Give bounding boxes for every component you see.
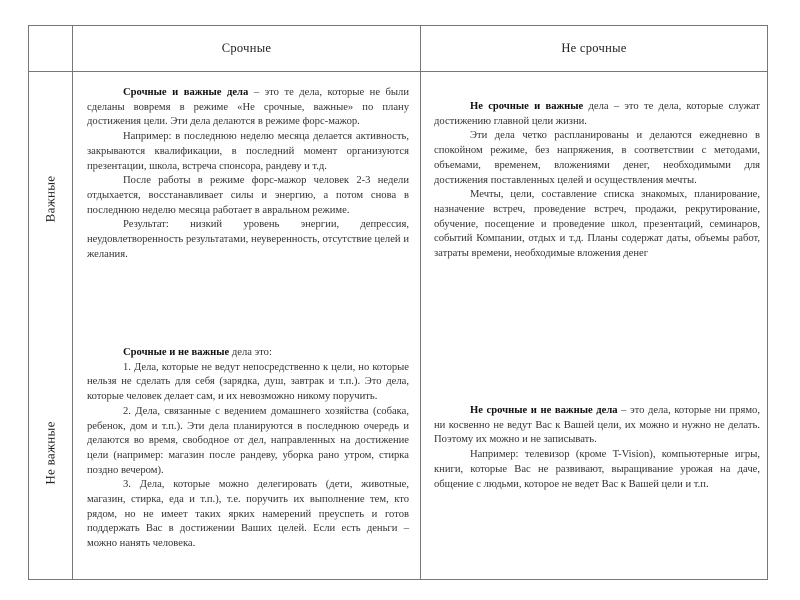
cell-not-urgent-important — [434, 100, 760, 262]
q1-bold-heading: Срочные и важные дела — [123, 87, 249, 98]
q2-bold-heading: Не срочные и важные — [470, 101, 584, 112]
eisenhower-matrix-table — [28, 25, 768, 580]
q3-text-1: дела это: — [229, 347, 272, 358]
q3-paragraph-4: 3. Дела, которые можно делегировать (дети, животные, магазин, стирка, еда и т.п.), т.е. поручить их выполнение тем, кто рядом, но не имеет таких ярких намерений преуспеть и готов поддержать Вас в достижении Ваших целей. Если есть деньги – можно нанять человека. — [87, 479, 409, 550]
q1-paragraph-1 — [87, 86, 409, 130]
q1-text-1: – это те дела, которые не были сделаны вовремя в режиме «Не срочные, важные» по плану достижения цели. Эти дела делаются в режиме форс-мажор. — [87, 87, 410, 128]
divider-vertical-middle — [420, 26, 421, 579]
q3-paragraph-1 — [87, 346, 409, 361]
q4-paragraph-1 — [434, 404, 760, 448]
q2-text-1: дела – это те дела, которые служат достижению главной цели жизни. — [434, 101, 760, 127]
divider-horizontal-header — [29, 71, 767, 72]
q3-bold-heading: Срочные и не важные — [123, 347, 230, 358]
q1-paragraph-4: Результат: низкий уровень энергии, депрессия, неудовлетворенность результатами, неуверенность, отсутствие целей и желания. — [87, 219, 409, 260]
column-header-urgent: Срочные — [221, 41, 272, 55]
q2-paragraph-1 — [434, 100, 760, 129]
row-header-important — [29, 72, 72, 326]
q4-text-1: – это дела, которые ни прямо, ни косвенно не ведут Вас к Вашей цели, их можно и нужно не делать. Поэтому их можно и не записывать. — [434, 405, 761, 446]
cell-urgent-not-important — [87, 346, 409, 552]
q2-paragraph-2: Эти дела четко распланированы и делаются ежедневно в спокойном режиме, без напряжения, в соответствии с методами, объемами, временем, вложениями денег, необходимыми для достижения поставленных целей и осуществления мечты. — [434, 130, 760, 186]
q4-bold-heading: Не срочные и не важные дела — [470, 405, 618, 416]
q4-paragraph-2: Например: телевизор (кроме T-Vision), компьютерные игры, книги, которые Вас не развивают, выращивание урожая на даче, общение с людьми, которое не ведет Вас к Вашей цели и т.п. — [434, 449, 760, 490]
q1-paragraph-3: После работы в режиме форс-мажор человек 2-3 недели отдыхается, восстанавливает силы и энергию, а потом снова в последнюю неделю месяца работает в авральном режиме. — [87, 175, 409, 216]
row-header-important-text: Важные — [42, 175, 58, 223]
row-header-not-important — [29, 326, 72, 579]
q3-paragraph-3: 2. Дела, связанные с ведением домашнего хозяйства (собака, ребенок, дом и т.п.). Эти дела планируются в последнюю очередь и делаются во время, свободное от дел, направленных на достижение цели (например: магазин после рандеву, уборка рано утром, стирка поздно вечером). — [87, 405, 409, 476]
row-header-not-important-text: Не важные — [42, 420, 58, 485]
divider-vertical-label — [72, 26, 73, 579]
cell-not-urgent-not-important — [434, 404, 760, 492]
column-header-not-urgent: Не срочные — [561, 41, 627, 55]
cell-urgent-important — [87, 86, 409, 262]
q3-paragraph-2: 1. Дела, которые не ведут непосредственно к цели, но которые нельзя не сделать для себя (зарядка, душ, завтрак и т.п.). Это дела, которые человек делает сам, и их невозможно никому поручить. — [87, 361, 409, 403]
q1-paragraph-2: Например: в последнюю неделю месяца делается активность, закрываются квалификации, в последний момент организуются презентации, школа, встреча спонсора, рандеву и т.д. — [87, 131, 409, 172]
q2-paragraph-3: Мечты, цели, составление списка знакомых, планирование, назначение встреч, проведение встреч, продажи, рекрутирование, обучение, посещение и проведение школ, презентаций, семинаров, событий Компании, отдых и т.д. Планы содержат даты, объемы работ, затраты времени, необходимые вложения денег — [434, 189, 760, 260]
